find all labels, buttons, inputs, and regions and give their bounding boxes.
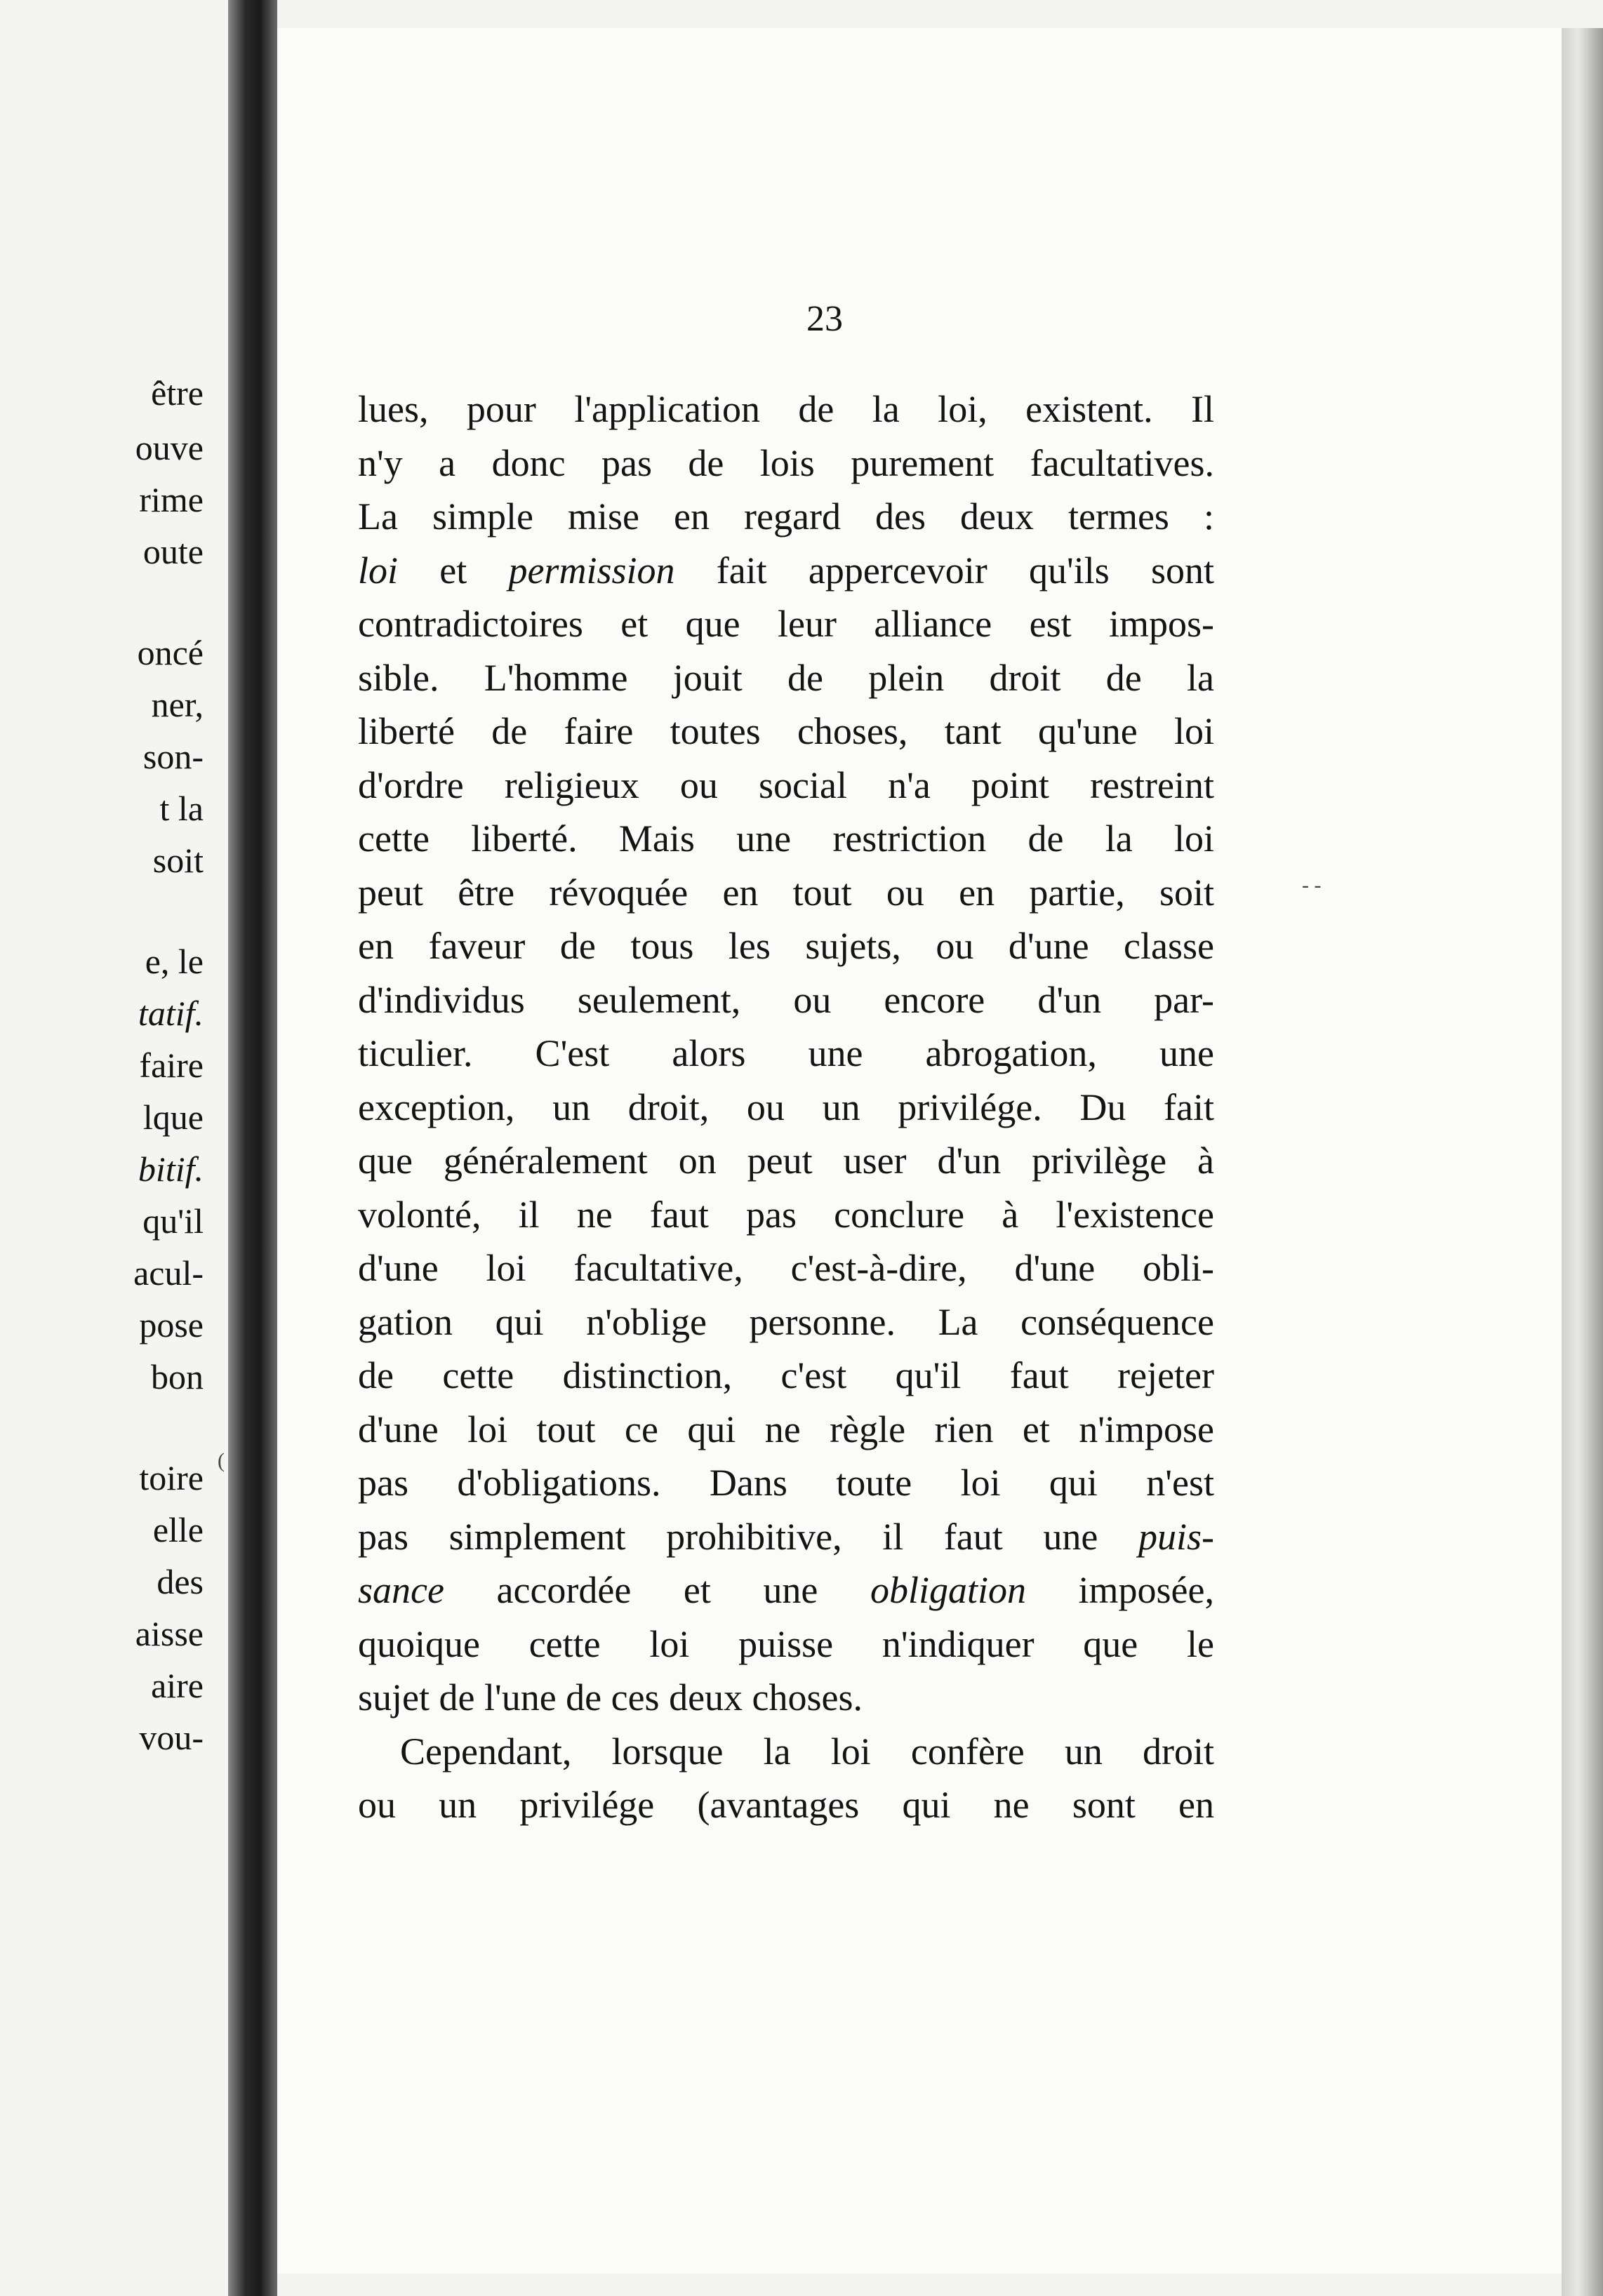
text-run: ticulier. C'est alors une abrogation, une <box>358 1032 1214 1074</box>
page-edge <box>1562 28 1603 2296</box>
text-run: imposée, <box>1025 1569 1214 1611</box>
facing-page-line: e, le <box>145 942 204 981</box>
text-line <box>358 651 1214 705</box>
text-run: pas d'obligations. Dans toute loi qui n'est <box>358 1462 1214 1504</box>
text-line <box>358 973 1214 1027</box>
facing-page-line: des <box>157 1562 204 1601</box>
text-run: Cependant, lorsque la loi confère un droit <box>400 1730 1214 1773</box>
text-run: liberté de faire toutes choses, tant qu'une loi <box>358 710 1214 752</box>
text-line <box>358 382 1214 436</box>
facing-page-line: elle <box>152 1510 204 1549</box>
text-run: d'ordre religieux ou social n'a point restreint <box>358 763 1214 806</box>
italic-term: sance <box>358 1569 444 1611</box>
text-line <box>358 1456 1214 1510</box>
text-run: sible. L'homme jouit de plein droit de la <box>358 656 1214 699</box>
text-run: quoique cette loi puisse n'indiquer que le <box>358 1622 1214 1665</box>
facing-page-line: lque <box>142 1097 204 1137</box>
facing-page-line: tatif. <box>138 994 204 1033</box>
text-run: et <box>398 549 509 592</box>
page-number: 23 <box>806 299 843 339</box>
text-run: peut être révoquée en tout ou en partie, soit <box>358 871 1214 914</box>
facing-page-line: oute <box>142 532 204 571</box>
book-gutter <box>228 0 277 2296</box>
text-line <box>358 919 1214 973</box>
facing-page-line: faire <box>139 1046 204 1085</box>
italic-term: obligation <box>870 1569 1026 1611</box>
text-line <box>358 1134 1214 1188</box>
facing-page-line: qu'il <box>142 1201 204 1241</box>
text-line <box>358 1403 1214 1457</box>
facing-page-line: acul- <box>133 1253 204 1293</box>
text-line <box>358 1081 1214 1135</box>
facing-page-line: bon <box>151 1357 204 1396</box>
facing-page-line: aisse <box>135 1614 204 1653</box>
text-run: lues, pour l'application de la loi, existent. Il <box>358 388 1214 430</box>
text-line <box>358 1295 1214 1349</box>
text-line <box>358 705 1214 759</box>
facing-page-line: ouve <box>135 428 204 467</box>
text-run: gation qui n'oblige personne. La conséquence <box>358 1300 1214 1343</box>
text-run: n'y a donc pas de lois purement facultatives. <box>358 441 1214 484</box>
facing-page-line: son- <box>142 737 204 776</box>
facing-page-line: aire <box>151 1666 204 1705</box>
facing-page-line: soit <box>152 841 204 880</box>
text-run: La simple mise en regard des deux termes : <box>358 495 1214 538</box>
text-run: pas simplement prohibitive, il faut une <box>358 1515 1138 1558</box>
facing-page-line: être <box>151 373 204 413</box>
margin-mark: ( <box>218 1449 225 1472</box>
text-run: de cette distinction, c'est qu'il faut rejeter <box>358 1354 1214 1396</box>
text-line <box>358 812 1214 866</box>
text-line <box>358 759 1214 813</box>
text-line <box>358 866 1214 920</box>
text-line <box>358 1027 1214 1081</box>
facing-page-line: vou- <box>139 1718 204 1757</box>
facing-page-line: bitif. <box>138 1149 204 1189</box>
text-line <box>358 597 1214 651</box>
facing-page-line: t la <box>159 789 204 828</box>
text-line <box>358 1510 1214 1564</box>
text-line <box>358 1671 1214 1725</box>
body-text <box>358 382 1214 1832</box>
text-line <box>358 490 1214 544</box>
text-run: sujet de l'une de ces deux choses. <box>358 1676 863 1718</box>
text-line <box>358 1563 1214 1617</box>
italic-term: permission <box>508 549 675 592</box>
text-run: fait appercevoir qu'ils sont <box>674 549 1214 592</box>
text-line <box>358 1349 1214 1403</box>
italic-term: puis- <box>1138 1515 1214 1558</box>
text-line <box>358 436 1214 490</box>
text-line <box>358 1241 1214 1295</box>
text-line <box>358 1725 1214 1779</box>
text-run: cette liberté. Mais une restriction de la loi <box>358 817 1214 860</box>
text-run: exception, un droit, ou un privilége. Du fait <box>358 1086 1214 1128</box>
facing-page-line: ner, <box>151 685 204 724</box>
text-run: en faveur de tous les sujets, ou d'une classe <box>358 925 1214 967</box>
text-run: d'une loi facultative, c'est-à-dire, d'une obli- <box>358 1247 1214 1289</box>
facing-page-left <box>0 0 232 2296</box>
text-run: volonté, il ne faut pas conclure à l'existence <box>358 1193 1214 1236</box>
text-line <box>358 1617 1214 1671</box>
text-run: ou un privilége (avantages qui ne sont en <box>358 1784 1214 1826</box>
text-run: d'une loi tout ce qui ne règle rien et n'impose <box>358 1408 1214 1450</box>
italic-term: loi <box>358 549 399 592</box>
text-run: d'individus seulement, ou encore d'un par- <box>358 978 1214 1021</box>
text-line <box>358 544 1214 598</box>
facing-page-line: oncé <box>137 633 204 672</box>
margin-mark: - - <box>1302 874 1322 897</box>
text-run: contradictoires et que leur alliance est impos- <box>358 603 1214 645</box>
text-run: que généralement on peut user d'un privilège à <box>358 1140 1214 1182</box>
text-line <box>358 1778 1214 1832</box>
facing-page-line: pose <box>139 1305 204 1344</box>
text-run: accordée et une <box>444 1569 870 1611</box>
facing-page-line: rime <box>139 480 204 519</box>
facing-page-line: toire <box>139 1458 204 1497</box>
text-line <box>358 1188 1214 1242</box>
